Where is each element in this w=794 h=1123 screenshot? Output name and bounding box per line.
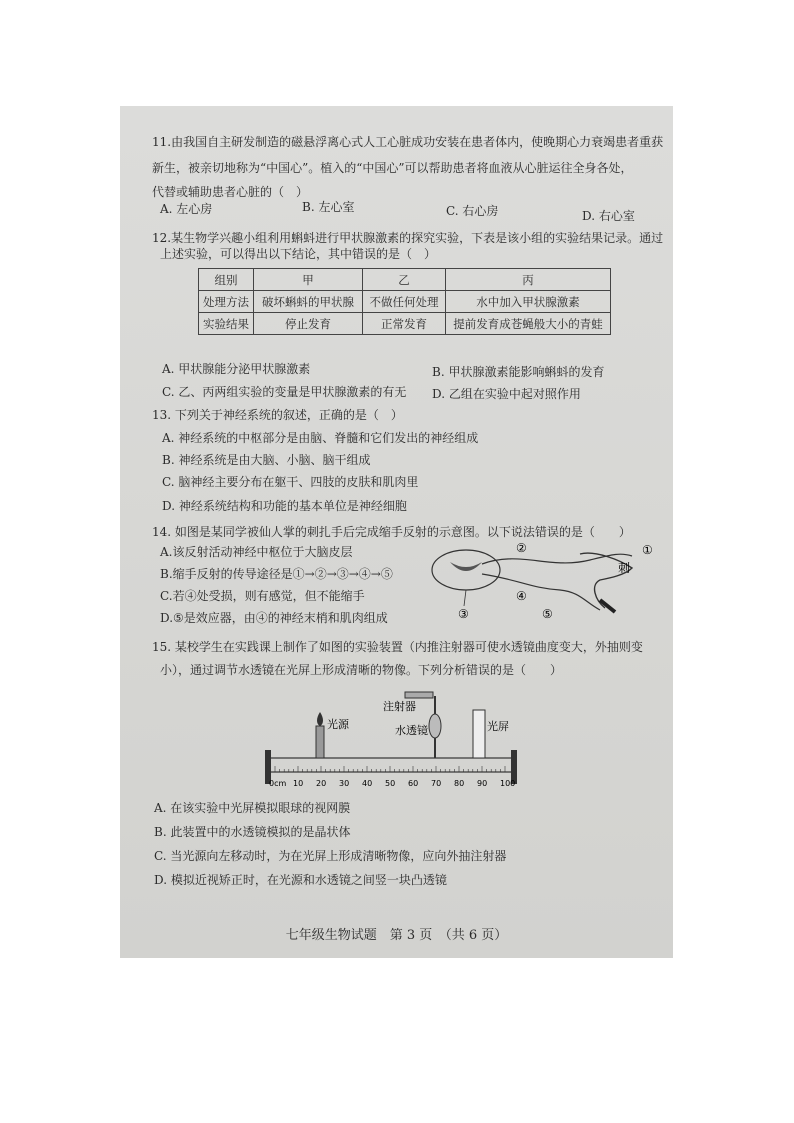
table-row xyxy=(199,313,611,335)
q14-option-a: A.该反射活动神经中枢位于大脑皮层 xyxy=(160,545,353,559)
label-1: ① xyxy=(642,543,653,557)
ruler-label: 20 xyxy=(316,779,327,788)
q12-line1: 12.某生物学兴趣小组利用蝌蚪进行甲状腺激素的探究实验，下表是该小组的实验结果记录。通过 xyxy=(152,231,664,245)
exam-page xyxy=(120,106,673,958)
q12-option-d: D. 乙组在实验中起对照作用 xyxy=(432,387,581,401)
q12-option-c: C. 乙、丙两组实验的变量是甲状腺激素的有无 xyxy=(162,385,407,399)
table-cell: 停止发育 xyxy=(254,313,363,335)
q11-line2: 新生，被亲切地称为“中国心”。植入的“中国心”可以帮助患者将血液从心脏运往全身各处， xyxy=(152,161,633,175)
q15-line1: 15. 某校学生在实践课上制作了如图的实验装置（内推注射器可使水透镜曲度变大，外抽则变 xyxy=(152,640,643,654)
ruler-label: 10 xyxy=(293,779,304,788)
ruler-label: 90 xyxy=(477,779,488,788)
light-screen xyxy=(473,710,485,758)
q15-option-a: A. 在该实验中光屏模拟眼球的视网膜 xyxy=(154,801,351,815)
table-cell: 水中加入甲状腺激素 xyxy=(446,291,611,313)
q13-line1: 13. 下列关于神经系统的叙述，正确的是（ ） xyxy=(152,408,403,422)
motor-nerve-path xyxy=(482,574,600,610)
table-header: 甲 xyxy=(254,269,363,291)
ruler-label: 0cm xyxy=(269,779,287,788)
table-header: 乙 xyxy=(363,269,446,291)
q13-option-d: D. 神经系统结构和功能的基本单位是神经细胞 xyxy=(162,499,407,513)
q11-option-b: B. 左心室 xyxy=(302,200,355,214)
water-lens-shape xyxy=(429,714,441,738)
q14-option-b: B.缩手反射的传导途径是①→②→③→④→⑤ xyxy=(160,567,393,581)
q12-option-a: A. 甲状腺能分泌甲状腺激素 xyxy=(162,362,311,376)
gray-matter-shape xyxy=(450,562,482,571)
page-footer: 七年级生物试题 第 3 页 （共 6 页） xyxy=(285,928,508,943)
q11-option-c: C. 右心房 xyxy=(446,204,499,218)
q12-line2: 上述实验，可以得出以下结论，其中错误的是（ ） xyxy=(160,247,437,261)
ruler-ticks xyxy=(275,766,505,772)
label-4: ④ xyxy=(516,589,527,603)
candle-flame-icon xyxy=(317,712,323,726)
water-lens-label: 水透镜 xyxy=(395,724,428,737)
ruler-label: 30 xyxy=(339,779,350,788)
table-cell: 处理方法 xyxy=(199,291,254,313)
label-2: ② xyxy=(516,541,527,555)
table-cell: 不做任何处理 xyxy=(363,291,446,313)
light-source-label: 光源 xyxy=(327,718,349,731)
q12-option-b: B. 甲状腺激素能影响蝌蚪的发育 xyxy=(432,365,605,379)
q13-option-c: C. 脑神经主要分布在躯干、四肢的皮肤和肌肉里 xyxy=(162,475,419,489)
table-cell: 实验结果 xyxy=(199,313,254,335)
q15-option-b: B. 此装置中的水透镜模拟的是晶状体 xyxy=(154,825,351,839)
label-line xyxy=(464,590,466,606)
q13-option-a: A. 神经系统的中枢部分是由脑、脊髓和它们发出的神经组成 xyxy=(162,431,479,445)
q13-option-b: B. 神经系统是由大脑、小脑、脑干组成 xyxy=(162,453,371,467)
reflex-arc-diagram xyxy=(420,540,655,620)
experiment-table xyxy=(198,268,611,335)
label-thorn: 刺 xyxy=(618,561,631,575)
label-5: ⑤ xyxy=(542,607,553,621)
ruler-label: 40 xyxy=(362,779,373,788)
ruler-label: 80 xyxy=(454,779,465,788)
optics-apparatus-diagram xyxy=(265,686,535,796)
screen-label: 光屏 xyxy=(487,720,509,733)
ruler-label: 50 xyxy=(385,779,396,788)
light-source-holder xyxy=(316,726,324,758)
table-cell: 破坏蝌蚪的甲状腺 xyxy=(254,291,363,313)
ruler-label: 70 xyxy=(431,779,442,788)
q15-option-d: D. 模拟近视矫正时，在光源和水透镜之间竖一块凸透镜 xyxy=(154,873,447,887)
q15-option-c: C. 当光源向左移动时，为在光屏上形成清晰物像，应向外抽注射器 xyxy=(154,849,507,863)
q14-option-c: C.若④处受损，则有感觉，但不能缩手 xyxy=(160,589,365,603)
table-cell: 提前发育成苍蝇般大小的青蛙 xyxy=(446,313,611,335)
ruler-label: 60 xyxy=(408,779,419,788)
table-header: 丙 xyxy=(446,269,611,291)
q15-line2: 小），通过调节水透镜在光屏上形成清晰的物像。下列分析错误的是（ ） xyxy=(160,663,563,677)
table-cell: 正常发育 xyxy=(363,313,446,335)
table-header: 组别 xyxy=(199,269,254,291)
q11-option-d: D. 右心室 xyxy=(582,209,635,223)
ruler-label: 100 xyxy=(500,779,516,788)
sensory-nerve-path xyxy=(482,554,632,564)
table-row xyxy=(199,291,611,313)
q11-option-a: A. 左心房 xyxy=(160,202,213,216)
q11-line1: 11.由我国自主研发制造的磁悬浮离心式人工心脏成功安装在患者体内，使晚期心力衰竭患者重获 xyxy=(152,135,664,149)
ruler-labels xyxy=(269,779,515,788)
table-header-row xyxy=(199,269,611,291)
q11-line3: 代替或辅助患者心脏的（ ） xyxy=(152,185,309,199)
label-3: ③ xyxy=(458,607,469,621)
syringe-shape xyxy=(405,692,433,698)
q14-option-d: D.⑤是效应器，由④的神经末梢和肌肉组成 xyxy=(160,611,388,625)
optical-bench xyxy=(267,758,515,772)
syringe-label: 注射器 xyxy=(383,700,416,713)
q14-line1: 14. 如图是某同学被仙人掌的刺扎手后完成缩手反射的示意图。以下说法错误的是（ ） xyxy=(152,525,631,539)
